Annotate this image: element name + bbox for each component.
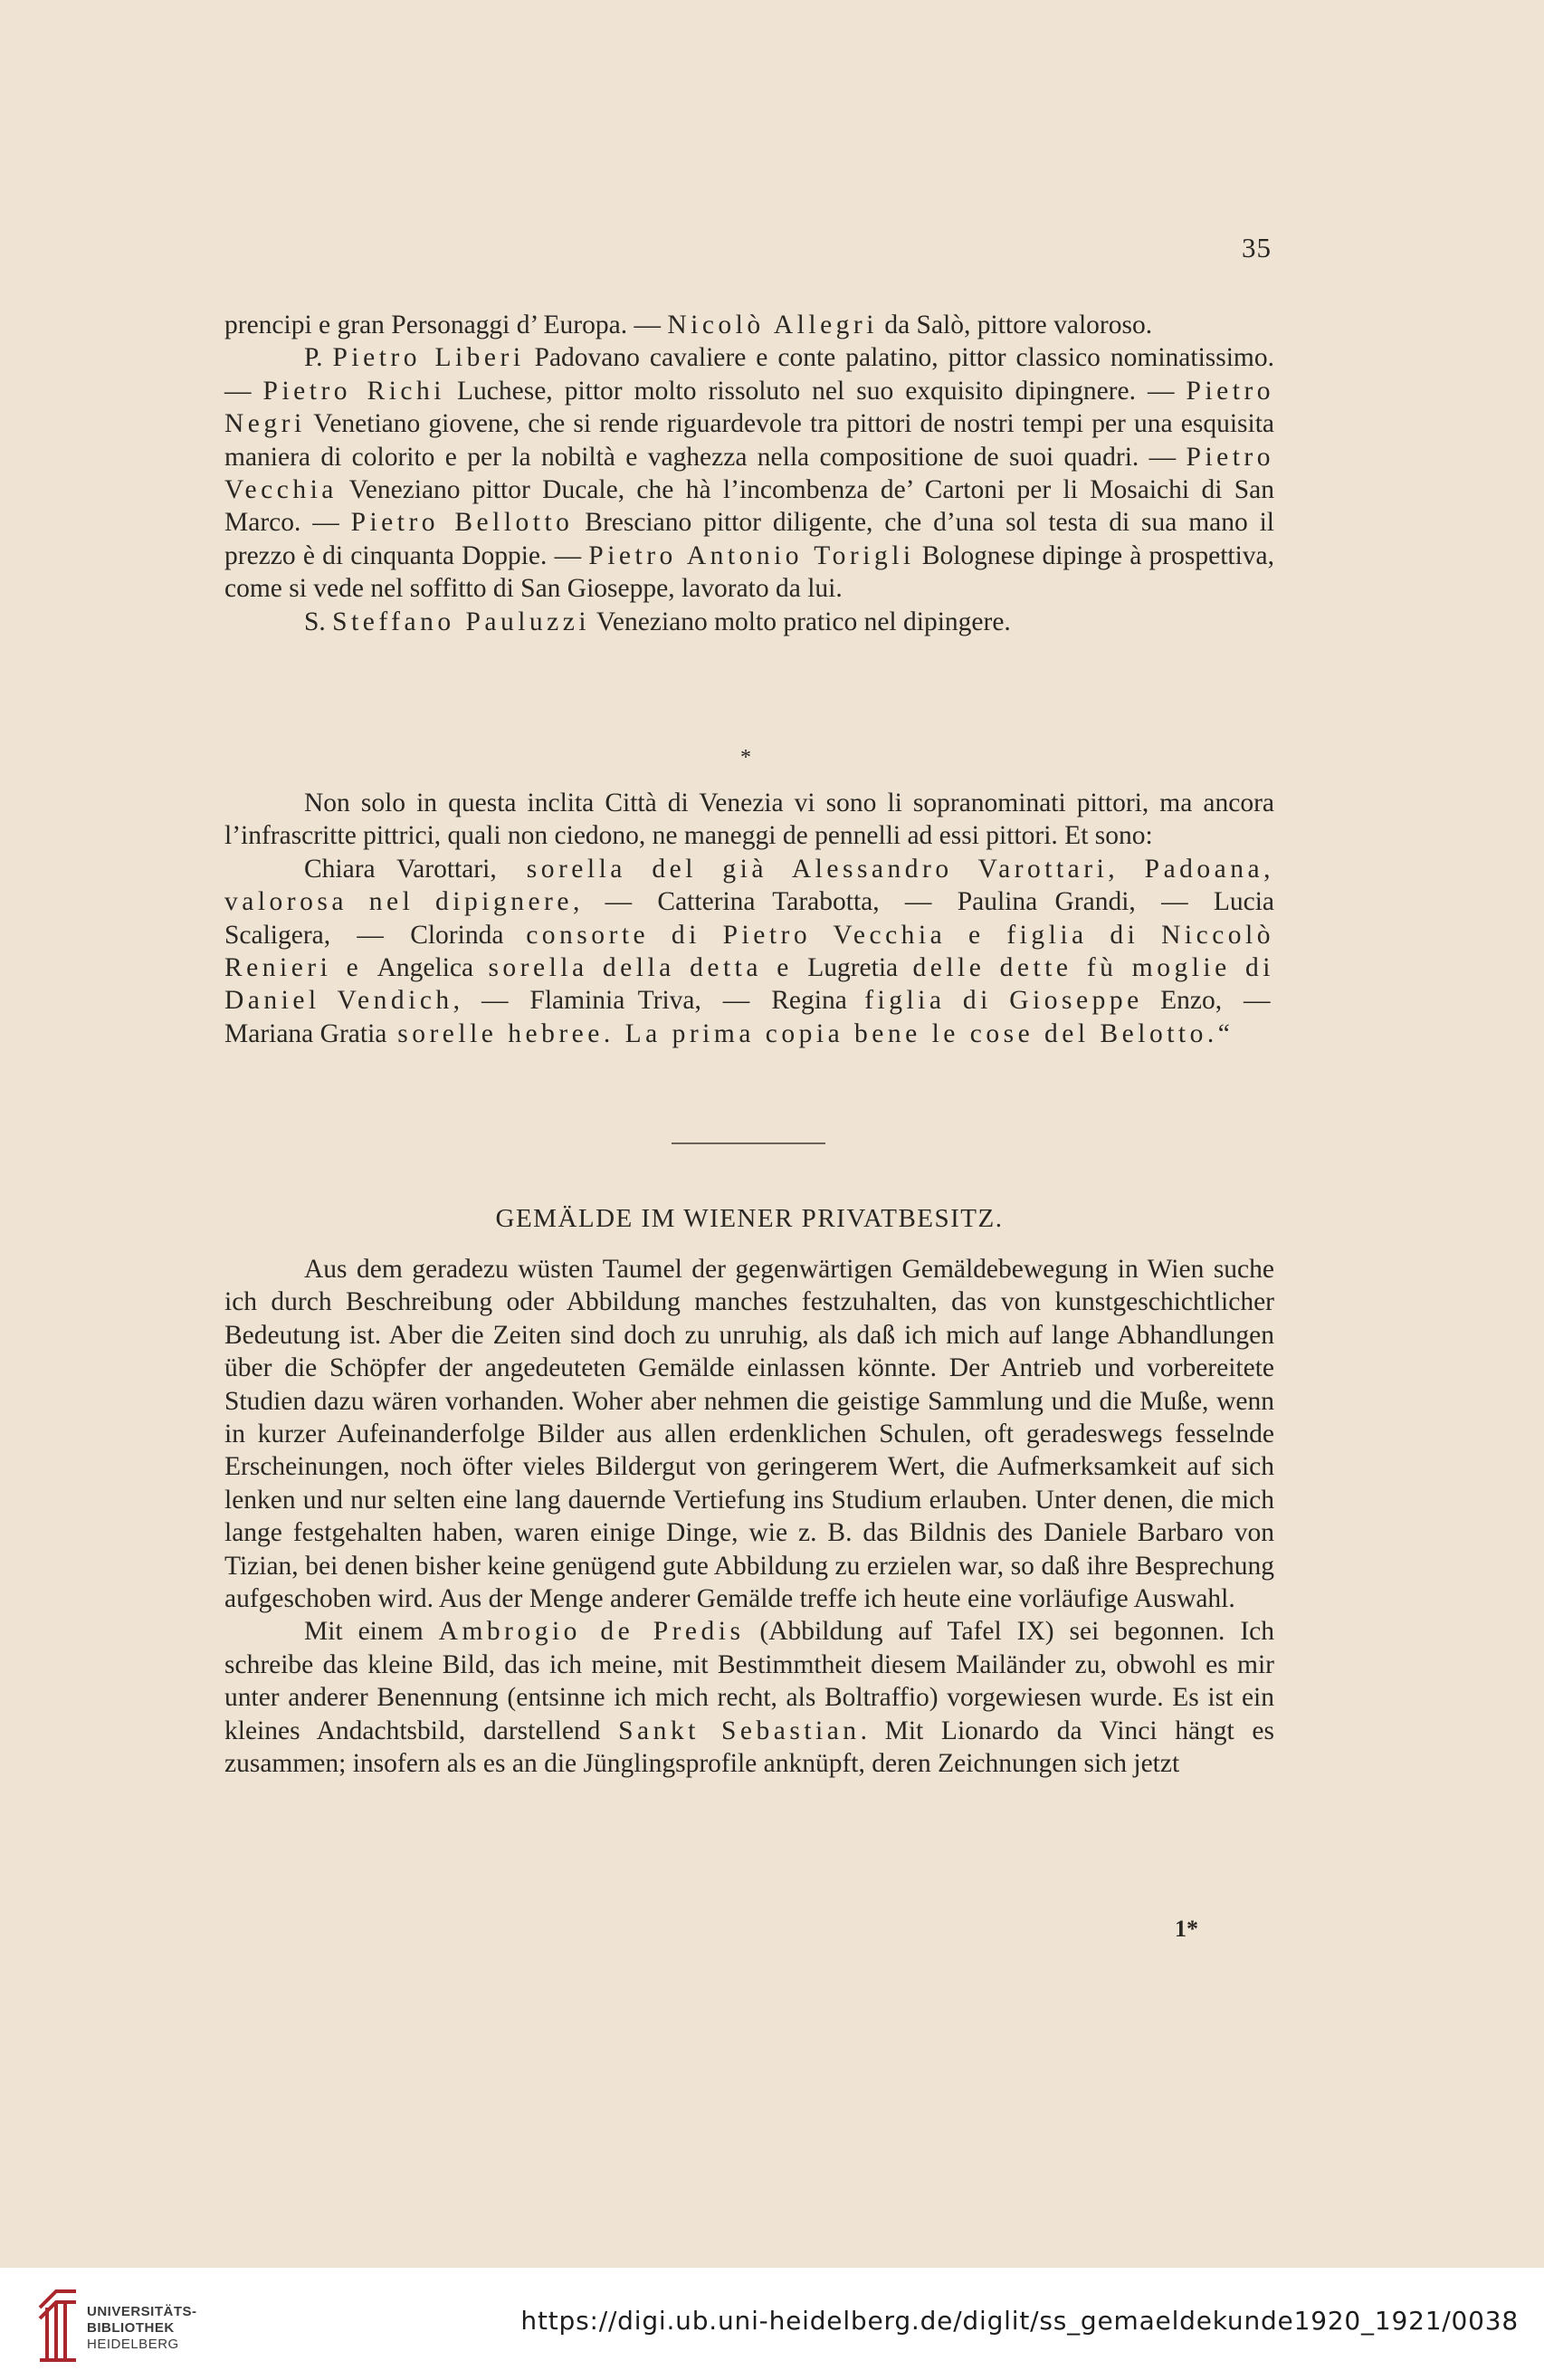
women-paragraph [224,787,1274,853]
text-run: Mit einem [304,1617,439,1647]
text-run: Flaminia Triva [529,986,695,1016]
section-title: GEMÄLDE IM WIENER PRIVATBESITZ. [495,1204,1004,1233]
text-run: Lucia Scaligera [224,887,1275,950]
text-run: Catterina Tarabotta [657,887,873,917]
text-run: Lugretia [807,953,899,983]
spaced-name: , — [323,920,411,950]
page-number: 35 [1242,232,1272,263]
text-run: Regina [771,986,847,1016]
text-run: Paulina Grandi [957,887,1129,917]
library-name-line: BIBLIOTHEK [87,2320,175,2336]
spaced-name: , — [1129,887,1214,917]
separator-star: * [740,746,751,769]
spaced-name: Pietro Vecchia [224,442,1274,505]
text-run: Non solo in questa inclita Città di Venezia vi sono li sopranominati pittori, ma ancora l’infrascritte pittrici, quali non ciedono, ne maneggi de pennelli ad essi pittori. Et sono: [224,789,1274,851]
text-run: Aus dem geradezu wüsten Taumel der gegenwärtigen Gemäldebewegung in Wien suche ich durch Beschreibung oder Abbildung manches festzuhalten, das von kunstgeschichtlicher Bedeutung ist. Aber die Zeiten sind doch zu unruhig, als daß ich mich auf lange Abhandlungen über die Schöpfer der angedeuteten Gemälde einlassen könnte. Der Antrieb und vorbereitete Studien dazu wären vorhanden. Woher aber nehmen die geistige Sammlung und die Muße, wenn in kurzer Aufeinanderfolge Bilder aus allen erdenklichen Schulen, oft geradeswegs fesselnde Erscheinungen, noch öfter vieles Bildergut von geringerem Wert, die Aufmerksamkeit auf sich lenken und nur selten eine lang dauernde Vertiefung ins Studium erlauben. Unter denen, die mich lange festgehalten haben, waren einige Dinge, wie z. B. das Bildnis des Daniele Barbaro von Tizian, bei denen bisher keine genügend gute Abbildung zu erzielen war, so daß ihre Besprechung aufgeschoben wird. Aus der Menge anderer Gemälde treffe ich heute eine vorläufige Auswahl. [224,1255,1274,1614]
text-run: Mariana Gratia [224,1018,387,1048]
text-run: Luchese, pittor molto rissoluto nel suo exquisito dipingnere. — [444,376,1187,406]
spaced-name: delle dette fù moglie di Daniel Vendich, — [224,953,1274,1016]
spaced-name: , — [1215,986,1275,1016]
list-paragraph [224,606,1274,638]
footer-bar [0,2268,1544,2380]
spaced-name: sorelle hebree. La prima copia bene le cose del Belotto.“ [386,1018,1234,1048]
text-run: (Abbildung auf Tafel IX) sei begonnen. Ich schreibe das kleine Bild, das ich meine, mit Bestimmtheit diesem Mailänder zu, obwohl es mir unter anderer Benennung (entsinne ich mich recht, als Boltraffio) vorgewiesen wurde. Es ist ein kleines Andachtsbild, darstellend [224,1617,1274,1745]
text-run: Bresciano pittor diligente, che d’una sol testa di sua mano il prezzo è di cinquanta Doppie. — [224,508,1274,570]
text-run: Veneziano pittor Ducale, che hà l’incombenza de’ Cartoni per li Mosaichi di San Marco. — [224,475,1274,538]
spaced-name: figlia di Gioseppe [846,986,1161,1016]
text-run: Bolognese dipinge à prospettiva, come si vede nel soffitto di San Gioseppe, lavorato da lui. [224,540,1274,604]
text-run: da Salò, pittore valoroso. [877,311,1153,339]
spaced-name: sorella della detta e [473,953,808,983]
spaced-name: Pietro Liberi [332,343,525,373]
text-run: Padovano cavaliere e conte palatino, pittor classico nominatissimo. — [224,343,1275,406]
text-run: Chiara Varottari [304,854,491,884]
library-name-line: UNIVERSITÄTS- [87,2304,197,2319]
spaced-name: Steffano Pauluzzi [332,607,591,636]
list-paragraph [224,309,1274,341]
spaced-name: Pietro Richi [262,376,445,406]
spaced-name: consorte di Pietro Vecchia e figlia di Niccolò Renieri e [224,920,1274,983]
women-paragraph [224,853,1274,1050]
library-name [87,2304,197,2353]
spaced-name: Pietro Negri [224,376,1275,439]
spaced-name: , sorella del già Alessandro Varottari, Padoana, valorosa nel dipignere, — [224,854,1274,917]
text-run: Enzo [1160,986,1215,1016]
section-divider [672,1142,825,1144]
body-paragraph [224,1253,1274,1615]
text-run: Venetiano giovene, che si rende riguardevole tra pittori de nostri tempi per una esquisita maniera di colorito e per la nobiltà e vaghezza nella compositione de suoi quadri. — [224,409,1274,472]
spaced-name: Pietro Antonio Torigli [588,540,915,570]
library-logo-icon [34,2282,81,2368]
text-run: Veneziano molto pratico nel dipingere. [590,607,1011,636]
spaced-name: Pietro Bellotto [350,508,574,538]
body-paragraph [224,1615,1274,1780]
spaced-name: Nicolò Allegri [667,311,878,339]
artist-list-block [224,309,1274,638]
spaced-name: , — [694,986,772,1016]
spaced-name: Sankt Sebastian [618,1716,861,1745]
article-body [224,1253,1274,1781]
signature-mark: 1* [1175,1916,1198,1942]
spaced-name: , — [872,887,958,917]
text-run: P. [304,343,333,373]
spaced-name: Ambrogio de Predis [438,1617,745,1647]
list-paragraph [224,341,1274,605]
women-painters-block [224,787,1274,1050]
text-run: prencipi e gran Personaggi d’ Europa. — [224,311,668,339]
text-run: Angelica [376,953,474,983]
text-run: S. [304,607,333,636]
library-name-line: HEIDELBERG [87,2337,179,2352]
source-url-link[interactable]: https://digi.ub.uni-heidelberg.de/diglit/ss_gemaeldekunde1920_1921/0038 [520,2306,1519,2336]
text-run: Clorinda [410,920,504,950]
text-run: . Mit Lionardo da Vinci hängt es zusammen; insofern als es an die Jünglingsprofile anknüpft, deren Zeichnungen sich jetzt [224,1716,1275,1779]
